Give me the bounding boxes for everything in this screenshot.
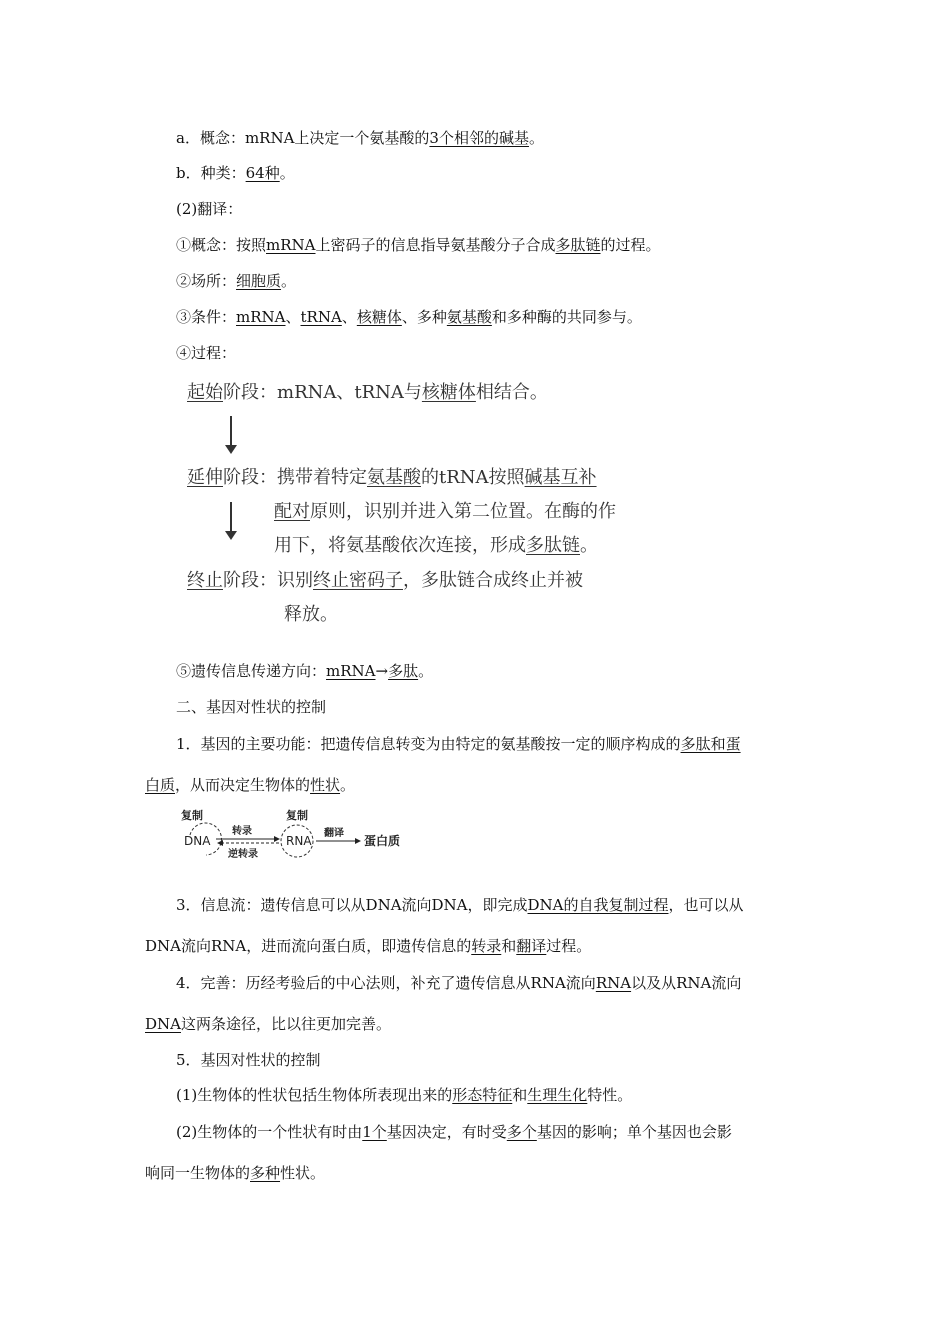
stage-name: 起始	[187, 382, 223, 403]
underlined-answer: 形态特征	[452, 1086, 513, 1104]
codon-concept-line	[176, 127, 544, 149]
underlined-answer: 多个	[506, 1123, 537, 1141]
text: 阶段：携带着特定	[223, 467, 367, 488]
perfection-line-1	[176, 972, 741, 994]
flow-termination-2: 释放。	[284, 604, 338, 625]
replication-label: 复制	[181, 809, 203, 822]
underlined-answer: tRNA	[300, 308, 342, 326]
flow-elongation-1	[187, 466, 597, 490]
translation-heading: (2)翻译：	[176, 200, 243, 218]
underlined-answer: 翻译	[516, 937, 547, 955]
underlined-answer: RNA	[595, 974, 632, 992]
gene-control-line-1	[176, 1084, 632, 1106]
information-flow-line-2	[145, 935, 591, 957]
underlined-answer: 终止密码子	[313, 570, 403, 591]
underlined-answer: 氨基酸	[446, 308, 492, 326]
gene-control-line-2	[176, 1121, 732, 1143]
underlined-answer: 多肽链	[526, 535, 580, 556]
underlined-answer: 多种	[250, 1164, 281, 1182]
text: 相结合。	[475, 382, 548, 403]
underlined-answer: mRNA	[266, 236, 316, 254]
gene-control-title: 5．基因对性状的控制	[176, 1051, 321, 1069]
flow-elongation-2	[274, 500, 616, 524]
flow-arrow-down-icon	[224, 502, 238, 540]
reverse-transcription-label: 逆转录	[228, 849, 258, 860]
underlined-answer: DNA的自我复制过程	[527, 896, 669, 914]
section-title: 二、基因对性状的控制	[176, 698, 327, 716]
text: 阶段：mRNA、tRNA与	[223, 382, 422, 403]
underlined-answer: 碱基互补	[524, 467, 597, 488]
text: ，也可以从	[668, 896, 744, 914]
underlined-answer: mRNA	[236, 308, 286, 326]
text: 用下，将氨基酸依次连接，形成	[274, 535, 526, 556]
text: 4．完善：历经考验后的中心法则，补充了遗传信息从RNA流向	[176, 974, 596, 992]
text: (1)生物体的性状包括生物体所表现出来的	[176, 1086, 453, 1104]
underlined-answer: 生理生化	[527, 1086, 588, 1104]
underlined-answer: 配对	[274, 501, 310, 522]
translation-concept-line	[176, 234, 661, 256]
text: 3．信息流：遗传信息可以从DNA流向DNA，即完成	[176, 896, 528, 914]
text: ，多肽链合成终止并被	[403, 570, 583, 591]
flow-termination-1	[187, 569, 583, 593]
underlined-answer: 核糖体	[356, 308, 402, 326]
underlined-answer: mRNA	[326, 662, 376, 680]
text: ③条件：	[176, 308, 237, 326]
central-dogma-diagram	[176, 805, 416, 865]
text: ⑤遗传信息传递方向：	[176, 662, 327, 680]
text: 的过程。	[600, 236, 661, 254]
translation-site-line	[176, 270, 296, 292]
stage-name: 延伸	[187, 467, 223, 488]
perfection-line-2	[145, 1013, 391, 1035]
transcription-label: 转录	[232, 826, 252, 837]
underlined-answer: 核糖体	[421, 382, 476, 403]
information-flow-line-1	[176, 894, 744, 916]
underlined-answer: 多肽链	[555, 236, 601, 254]
text: 过程。	[546, 937, 592, 955]
direction-line	[176, 660, 433, 682]
translation-label: 翻译	[324, 828, 344, 839]
text: ②场所：	[176, 272, 237, 290]
replication-label: 复制	[286, 809, 308, 822]
text: 、	[285, 308, 301, 326]
text: 。	[279, 164, 295, 182]
flow-initiation	[187, 381, 548, 405]
underlined-answer: 多肽和蛋	[680, 735, 741, 753]
text: 阶段：识别	[223, 570, 313, 591]
text: →	[375, 662, 389, 680]
text: 和	[501, 937, 517, 955]
codon-types-line	[176, 162, 295, 184]
text: 。	[528, 129, 544, 147]
underlined-answer: 1个	[362, 1123, 387, 1141]
text: 特性。	[587, 1086, 633, 1104]
text: 。	[281, 272, 297, 290]
text: 、	[341, 308, 357, 326]
underlined-answer: DNA	[145, 1015, 181, 1033]
gene-function-line-2	[145, 774, 355, 796]
text: 、多种	[401, 308, 447, 326]
text: 1．基因的主要功能：把遗传信息转变为由特定的氨基酸按一定的顺序构成的	[176, 735, 681, 753]
text: 原则，识别并进入第二位置。在酶的作	[310, 501, 616, 522]
text: 基因的影响；单个基因也会影	[536, 1123, 732, 1141]
text: ①概念：按照	[176, 236, 267, 254]
underlined-answer: 3个相邻的碱基	[429, 129, 529, 147]
text: 以及从RNA流向	[631, 974, 742, 992]
dna-node: DNA	[184, 834, 211, 848]
text: 响同一生物体的	[145, 1164, 251, 1182]
text: ，从而决定生物体的	[175, 776, 311, 794]
gene-function-line-1	[176, 733, 741, 755]
underlined-answer: 性状	[310, 776, 341, 794]
process-label: ④过程：	[176, 344, 237, 362]
text: a．概念：mRNA上决定一个氨基酸的	[176, 129, 430, 147]
text: 这两条途径，比以往更加完善。	[180, 1015, 391, 1033]
text: 基因决定，有时受	[386, 1123, 507, 1141]
flow-arrow-down-icon	[224, 416, 238, 454]
text: (2)生物体的一个性状有时由	[176, 1123, 363, 1141]
text: 的tRNA按照	[421, 467, 525, 488]
rna-node: RNA	[286, 834, 312, 848]
text: 。	[340, 776, 356, 794]
underlined-answer: 多肽	[388, 662, 419, 680]
underlined-answer: 氨基酸	[367, 467, 421, 488]
underlined-answer: 64种	[245, 164, 280, 182]
stage-name: 终止	[187, 570, 223, 591]
underlined-answer: 转录	[471, 937, 502, 955]
protein-node: 蛋白质	[364, 834, 401, 848]
flow-elongation-3	[274, 534, 598, 558]
text: DNA流向RNA，进而流向蛋白质，即遗传信息的	[145, 937, 472, 955]
underlined-answer: 白质	[145, 776, 176, 794]
underlined-answer: 细胞质	[236, 272, 282, 290]
text: 和	[512, 1086, 528, 1104]
text: 。	[418, 662, 434, 680]
text: 性状。	[280, 1164, 326, 1182]
translation-conditions-line	[176, 306, 642, 328]
text: 上密码子的信息指导氨基酸分子合成	[315, 236, 556, 254]
text: b．种类：	[176, 164, 246, 182]
text: 。	[580, 535, 598, 556]
gene-control-line-3	[145, 1162, 325, 1184]
text: 和多种酶的共同参与。	[491, 308, 642, 326]
